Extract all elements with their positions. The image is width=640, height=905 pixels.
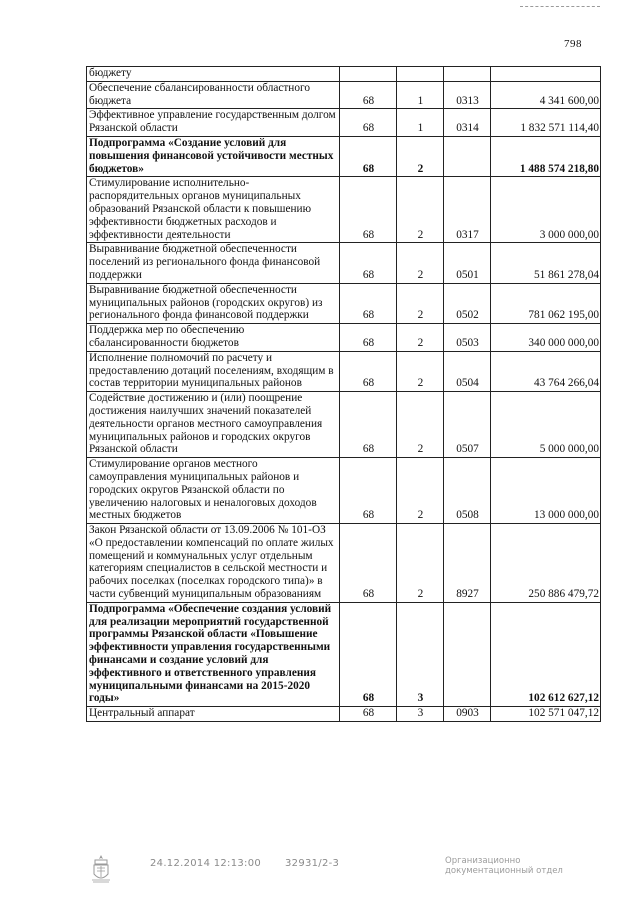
row-code-b-cell: 2 <box>397 283 444 323</box>
row-name-cell: Поддержка мер по обеспечению сбалансированности бюджетов <box>87 324 340 352</box>
row-code-a-cell: 68 <box>340 707 397 722</box>
table-row <box>87 351 601 391</box>
table-row <box>87 109 601 137</box>
row-code-a-cell: 68 <box>340 81 397 109</box>
row-amount-cell: 13 000 000,00 <box>491 458 601 524</box>
budget-table <box>86 66 601 722</box>
row-code-a-cell: 68 <box>340 602 397 706</box>
registration-code: 32931/2-3 <box>285 858 340 869</box>
table-row <box>87 67 601 82</box>
table-row <box>87 602 601 706</box>
table-row <box>87 81 601 109</box>
department-line-2: документационный отдел <box>445 866 563 876</box>
row-code-a-cell: 68 <box>340 177 397 243</box>
row-amount-cell: 1 832 571 114,40 <box>491 109 601 137</box>
registration-date: 24.12.2014 12:13:00 <box>150 858 262 869</box>
row-code-c-cell: 0508 <box>444 458 491 524</box>
row-code-c-cell: 0317 <box>444 177 491 243</box>
row-amount-cell: 3 000 000,00 <box>491 177 601 243</box>
row-code-c-cell <box>444 136 491 176</box>
row-code-c-cell <box>444 67 491 82</box>
row-name-cell: Подпрограмма «Обеспечение создания условий для реализации мероприятий государственной программы Рязанской области «Повышение эффективности управления государственными финансами и создание условий для эффективного и ответственного управления муниципальными финансами на 2015-2020 годы» <box>87 602 340 706</box>
table-row <box>87 243 601 283</box>
row-code-b-cell: 2 <box>397 458 444 524</box>
budget-table-body <box>87 67 601 722</box>
table-row <box>87 136 601 176</box>
row-name-cell: Содействие достижению и (или) поощрение достижения наилучших значений показателей деятельности органов местного самоуправления муниципальных районов и городских округов Рязанской области <box>87 392 340 458</box>
table-row <box>87 392 601 458</box>
row-code-a-cell <box>340 67 397 82</box>
row-code-b-cell: 3 <box>397 602 444 706</box>
row-code-a-cell: 68 <box>340 243 397 283</box>
row-name-cell: Подпрограмма «Создание условий для повышения финансовой устойчивости местных бюджетов» <box>87 136 340 176</box>
coat-of-arms-icon <box>90 854 112 884</box>
row-code-a-cell: 68 <box>340 351 397 391</box>
row-code-b-cell <box>397 67 444 82</box>
row-code-c-cell: 0501 <box>444 243 491 283</box>
row-code-b-cell: 2 <box>397 392 444 458</box>
row-name-cell: Выравнивание бюджетной обеспеченности поселений из регионального фонда финансовой поддержки <box>87 243 340 283</box>
row-code-b-cell: 2 <box>397 524 444 603</box>
row-amount-cell: 781 062 195,00 <box>491 283 601 323</box>
row-amount-cell: 43 764 266,04 <box>491 351 601 391</box>
table-row <box>87 177 601 243</box>
row-name-cell: Эффективное управление государственным долгом Рязанской области <box>87 109 340 137</box>
row-code-b-cell: 3 <box>397 707 444 722</box>
row-amount-cell: 5 000 000,00 <box>491 392 601 458</box>
row-code-b-cell: 2 <box>397 177 444 243</box>
row-amount-cell: 4 341 600,00 <box>491 81 601 109</box>
row-name-cell: бюджету <box>87 67 340 82</box>
table-row <box>87 707 601 722</box>
row-name-cell: Закон Рязанской области от 13.09.2006 № 101-ОЗ «О предоставлении компенсаций по оплате жилых помещений и коммунальных услуг отдельным категориям специалистов в сельской местности и рабочих поселках (поселках городского типа)» в части субвенций муниципальным образованиям <box>87 524 340 603</box>
row-name-cell: Обеспечение сбалансированности областного бюджета <box>87 81 340 109</box>
table-row <box>87 324 601 352</box>
row-amount-cell: 1 488 574 218,80 <box>491 136 601 176</box>
footer-stamp <box>0 856 640 896</box>
row-code-b-cell: 2 <box>397 243 444 283</box>
department-line-1: Организационно <box>445 856 521 866</box>
row-code-b-cell: 1 <box>397 109 444 137</box>
row-amount-cell: 102 571 047,12 <box>491 707 601 722</box>
row-code-a-cell: 68 <box>340 324 397 352</box>
table-row <box>87 458 601 524</box>
row-code-a-cell: 68 <box>340 283 397 323</box>
row-code-c-cell: 0314 <box>444 109 491 137</box>
row-code-a-cell: 68 <box>340 109 397 137</box>
row-code-c-cell <box>444 602 491 706</box>
row-name-cell: Стимулирование органов местного самоуправления муниципальных районов и городских округов Рязанской области по увеличению налоговых и неналоговых доходов местных бюджетов <box>87 458 340 524</box>
row-code-b-cell: 2 <box>397 136 444 176</box>
row-code-c-cell: 0503 <box>444 324 491 352</box>
row-code-a-cell: 68 <box>340 136 397 176</box>
row-code-c-cell: 0313 <box>444 81 491 109</box>
row-name-cell: Исполнение полномочий по расчету и предоставлению дотаций поселениям, входящим в состав территории муниципальных районов <box>87 351 340 391</box>
row-name-cell: Выравнивание бюджетной обеспеченности муниципальных районов (городских округов) из регионального фонда финансовой поддержки <box>87 283 340 323</box>
table-row <box>87 283 601 323</box>
row-code-b-cell: 2 <box>397 351 444 391</box>
table-row <box>87 524 601 603</box>
row-code-b-cell: 2 <box>397 324 444 352</box>
row-code-c-cell: 0504 <box>444 351 491 391</box>
row-name-cell: Стимулирование исполнительно-распорядительных органов муниципальных образований Рязанской области к повышению эффективности бюджетных расходов и эффективности деятельности <box>87 177 340 243</box>
row-amount-cell: 51 861 278,04 <box>491 243 601 283</box>
row-code-c-cell: 0903 <box>444 707 491 722</box>
row-code-a-cell: 68 <box>340 392 397 458</box>
row-amount-cell <box>491 67 601 82</box>
department-stamp <box>445 856 563 876</box>
scan-edge-mark <box>520 6 600 11</box>
row-amount-cell: 340 000 000,00 <box>491 324 601 352</box>
row-code-c-cell: 0507 <box>444 392 491 458</box>
row-amount-cell: 102 612 627,12 <box>491 602 601 706</box>
row-name-cell: Центральный аппарат <box>87 707 340 722</box>
page-number: 798 <box>564 38 582 50</box>
row-amount-cell: 250 886 479,72 <box>491 524 601 603</box>
row-code-a-cell: 68 <box>340 458 397 524</box>
row-code-c-cell: 8927 <box>444 524 491 603</box>
row-code-a-cell: 68 <box>340 524 397 603</box>
row-code-b-cell: 1 <box>397 81 444 109</box>
row-code-c-cell: 0502 <box>444 283 491 323</box>
